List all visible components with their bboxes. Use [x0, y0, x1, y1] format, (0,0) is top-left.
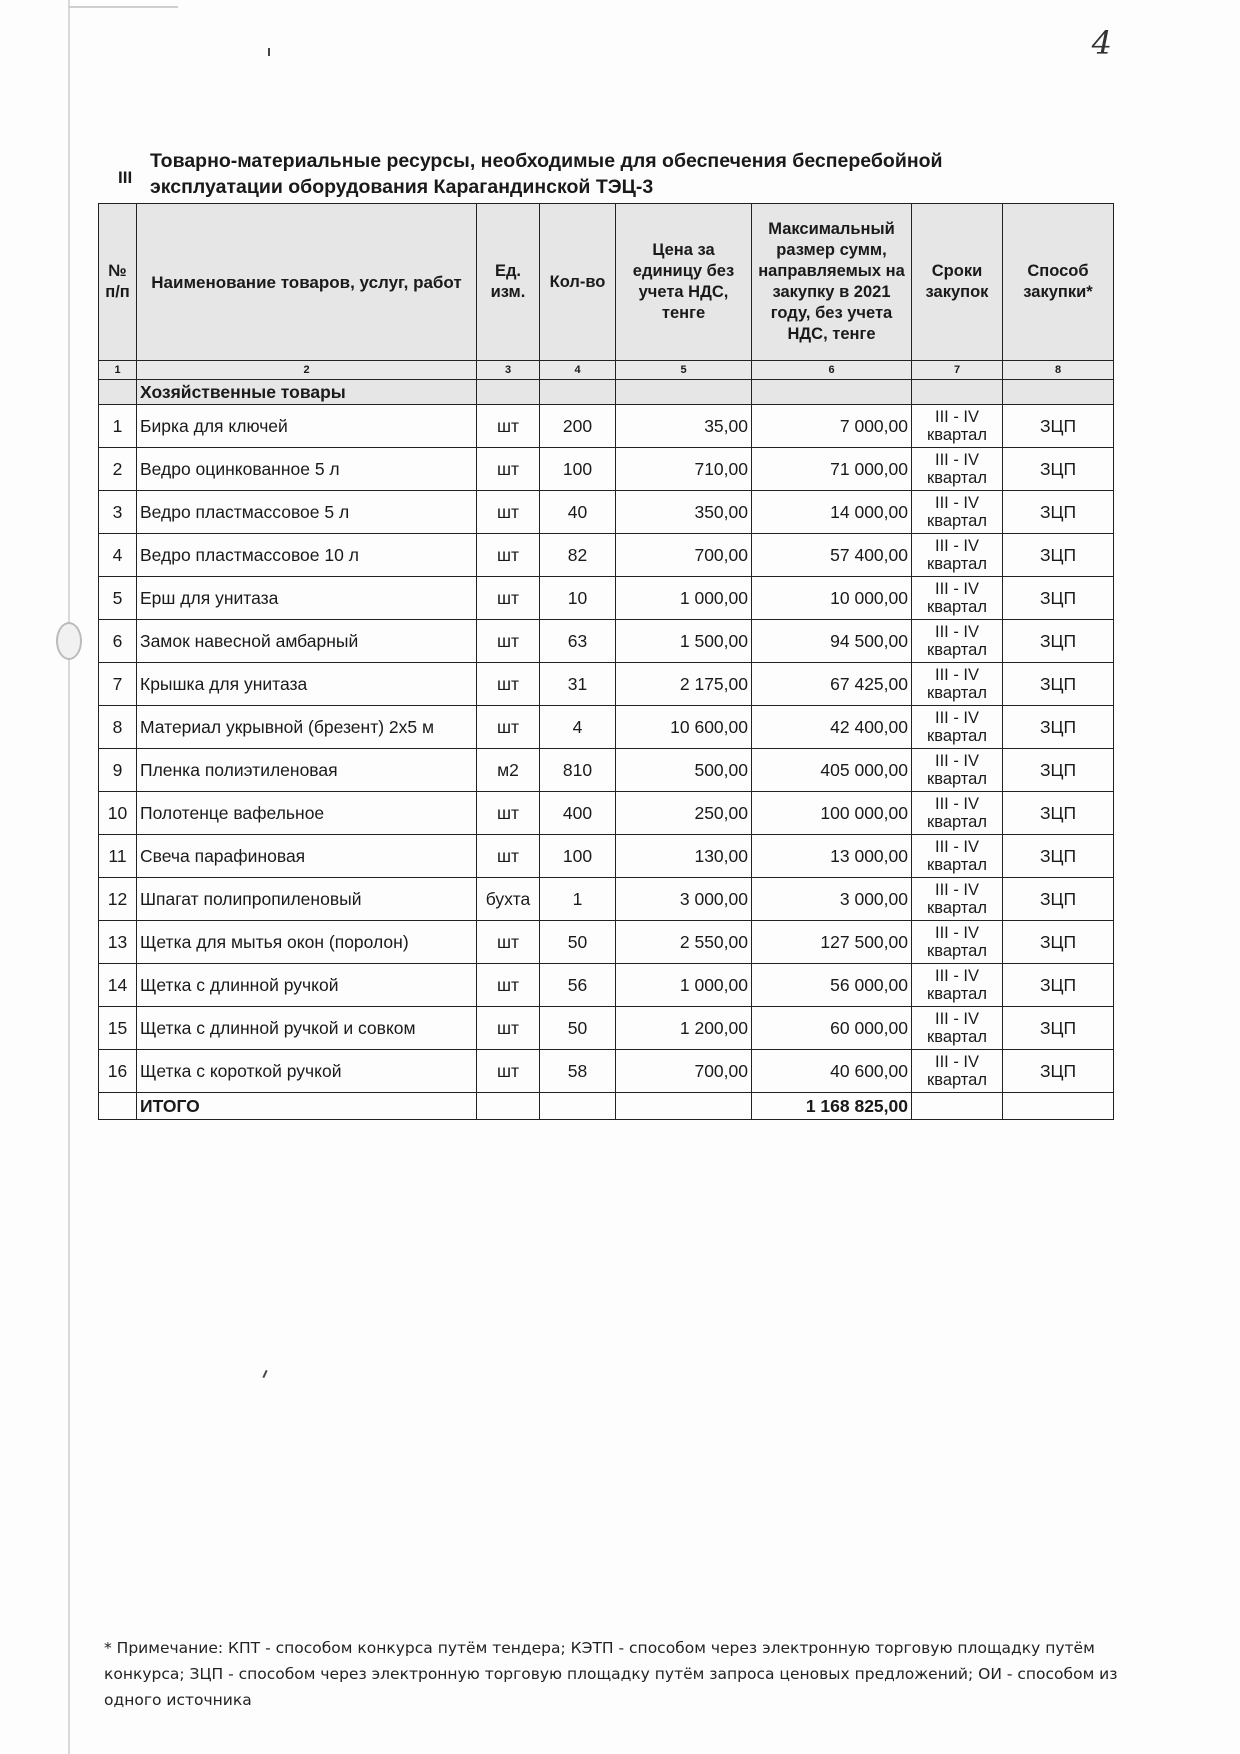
item-max-sum: 405 000,00 [752, 749, 912, 792]
item-unit-price: 350,00 [616, 491, 752, 534]
item-unit-price: 1 500,00 [616, 620, 752, 663]
column-number: 5 [616, 361, 752, 380]
term-unit: квартал [927, 1071, 987, 1089]
table-row [99, 534, 1114, 577]
term-unit: квартал [927, 727, 987, 745]
item-unit-price: 250,00 [616, 792, 752, 835]
table-row [99, 405, 1114, 448]
row-number: 10 [99, 792, 137, 835]
term-unit: квартал [927, 770, 987, 788]
item-max-sum: 40 600,00 [752, 1050, 912, 1093]
header-max-sum: Максимальный размер сумм, направляемых на закупку в 2021 году, без учета НДС, тенге [752, 204, 912, 361]
total-row [99, 1093, 1114, 1120]
item-unit: шт [477, 1050, 540, 1093]
table-row [99, 706, 1114, 749]
term-unit: квартал [927, 555, 987, 573]
item-purchase-term [912, 706, 1003, 749]
group-empty-cell [912, 380, 1003, 405]
item-max-sum: 7 000,00 [752, 405, 912, 448]
total-empty-cell [99, 1093, 137, 1120]
term-quarters: III - IV [934, 709, 979, 727]
row-number: 3 [99, 491, 137, 534]
total-empty-cell [540, 1093, 616, 1120]
table-row [99, 964, 1114, 1007]
table-row [99, 491, 1114, 534]
total-empty-cell [477, 1093, 540, 1120]
term-quarters: III - IV [934, 537, 979, 555]
item-quantity: 31 [540, 663, 616, 706]
column-number: 8 [1003, 361, 1114, 380]
scan-speck [268, 48, 270, 56]
term-quarters: III - IV [934, 752, 979, 770]
scan-edge-top-line [68, 6, 178, 8]
item-purchase-method: ЗЦП [1003, 921, 1114, 964]
header-name: Наименование товаров, услуг, работ [137, 204, 477, 361]
item-purchase-method: ЗЦП [1003, 878, 1114, 921]
item-name: Пленка полиэтиленовая [137, 749, 477, 792]
item-unit-price: 2 175,00 [616, 663, 752, 706]
table-row [99, 620, 1114, 663]
row-number: 8 [99, 706, 137, 749]
item-purchase-method: ЗЦП [1003, 1007, 1114, 1050]
header-terms: Сроки закупок [912, 204, 1003, 361]
term-unit: квартал [927, 942, 987, 960]
item-unit-price: 35,00 [616, 405, 752, 448]
item-max-sum: 71 000,00 [752, 448, 912, 491]
table-row [99, 1050, 1114, 1093]
row-number: 14 [99, 964, 137, 1007]
term-quarters: III - IV [934, 408, 979, 426]
item-quantity: 10 [540, 577, 616, 620]
item-purchase-term [912, 964, 1003, 1007]
item-name: Щетка с короткой ручкой [137, 1050, 477, 1093]
term-quarters: III - IV [934, 838, 979, 856]
term-quarters: III - IV [934, 494, 979, 512]
header-num: № п/п [99, 204, 137, 361]
column-number: 3 [477, 361, 540, 380]
item-unit: шт [477, 534, 540, 577]
item-max-sum: 14 000,00 [752, 491, 912, 534]
item-purchase-method: ЗЦП [1003, 964, 1114, 1007]
term-unit: квартал [927, 641, 987, 659]
row-number: 1 [99, 405, 137, 448]
total-empty-cell [912, 1093, 1003, 1120]
section-title: Товарно-материальные ресурсы, необходимые для обеспечения бесперебойной эксплуатации оборудования Карагандинской ТЭЦ-3 [150, 150, 943, 198]
item-quantity: 58 [540, 1050, 616, 1093]
item-purchase-method: ЗЦП [1003, 620, 1114, 663]
item-unit-price: 1 200,00 [616, 1007, 752, 1050]
item-purchase-term [912, 448, 1003, 491]
column-number: 7 [912, 361, 1003, 380]
term-unit: квартал [927, 598, 987, 616]
term-quarters: III - IV [934, 881, 979, 899]
item-name: Бирка для ключей [137, 405, 477, 448]
term-quarters: III - IV [934, 1053, 979, 1071]
item-name: Ерш для унитаза [137, 577, 477, 620]
item-unit-price: 500,00 [616, 749, 752, 792]
item-purchase-term [912, 534, 1003, 577]
row-number: 13 [99, 921, 137, 964]
item-purchase-term [912, 620, 1003, 663]
punch-hole-mark [56, 622, 82, 660]
item-unit: шт [477, 921, 540, 964]
scan-edge-line [68, 0, 70, 1754]
item-max-sum: 57 400,00 [752, 534, 912, 577]
item-unit-price: 700,00 [616, 1050, 752, 1093]
term-unit: квартал [927, 469, 987, 487]
item-purchase-method: ЗЦП [1003, 491, 1114, 534]
item-max-sum: 94 500,00 [752, 620, 912, 663]
item-unit: шт [477, 620, 540, 663]
item-purchase-term [912, 792, 1003, 835]
item-unit-price: 10 600,00 [616, 706, 752, 749]
row-number: 4 [99, 534, 137, 577]
header-unit: Ед. изм. [477, 204, 540, 361]
item-unit: шт [477, 405, 540, 448]
group-empty-cell [540, 380, 616, 405]
item-purchase-method: ЗЦП [1003, 792, 1114, 835]
item-name: Щетка с длинной ручкой [137, 964, 477, 1007]
item-quantity: 100 [540, 448, 616, 491]
item-max-sum: 67 425,00 [752, 663, 912, 706]
item-unit: шт [477, 448, 540, 491]
item-name: Шпагат полипропиленовый [137, 878, 477, 921]
item-unit: шт [477, 491, 540, 534]
row-number: 5 [99, 577, 137, 620]
item-unit-price: 2 550,00 [616, 921, 752, 964]
term-unit: квартал [927, 512, 987, 530]
item-purchase-term [912, 878, 1003, 921]
table-row [99, 749, 1114, 792]
handwritten-page-number: 4 [1091, 24, 1112, 62]
section-number: III [118, 168, 133, 187]
header-price: Цена за единицу без учета НДС, тенге [616, 204, 752, 361]
group-empty-cell [752, 380, 912, 405]
item-unit-price: 1 000,00 [616, 577, 752, 620]
table-row [99, 878, 1114, 921]
total-empty-cell [1003, 1093, 1114, 1120]
item-quantity: 200 [540, 405, 616, 448]
row-number: 16 [99, 1050, 137, 1093]
item-unit: шт [477, 577, 540, 620]
item-name: Материал укрывной (брезент) 2х5 м [137, 706, 477, 749]
group-empty-cell [99, 380, 137, 405]
table-row [99, 921, 1114, 964]
row-number: 11 [99, 835, 137, 878]
item-name: Крышка для унитаза [137, 663, 477, 706]
group-row [99, 380, 1114, 405]
item-purchase-term [912, 1007, 1003, 1050]
row-number: 7 [99, 663, 137, 706]
item-purchase-term [912, 749, 1003, 792]
row-number: 9 [99, 749, 137, 792]
item-unit: шт [477, 964, 540, 1007]
item-purchase-term [912, 577, 1003, 620]
item-unit: шт [477, 1007, 540, 1050]
header-row [99, 204, 1114, 361]
row-number: 15 [99, 1007, 137, 1050]
item-name: Свеча парафиновая [137, 835, 477, 878]
group-empty-cell [1003, 380, 1114, 405]
item-max-sum: 10 000,00 [752, 577, 912, 620]
item-purchase-term [912, 663, 1003, 706]
column-number: 6 [752, 361, 912, 380]
table-row [99, 663, 1114, 706]
term-quarters: III - IV [934, 924, 979, 942]
item-purchase-method: ЗЦП [1003, 835, 1114, 878]
item-unit: шт [477, 663, 540, 706]
item-unit: шт [477, 706, 540, 749]
item-quantity: 63 [540, 620, 616, 663]
column-number: 4 [540, 361, 616, 380]
term-unit: квартал [927, 899, 987, 917]
term-unit: квартал [927, 813, 987, 831]
item-quantity: 400 [540, 792, 616, 835]
group-label: Хозяйственные товары [137, 380, 477, 405]
footnote: * Примечание: КПТ - способом конкурса путём тендера; КЭТП - способом через электронную торговую площадку путём конкурса; ЗЦП - способом через электронную торговую площадку путём запроса ценовых предложений; ОИ - способом из одного источника [104, 1639, 1118, 1709]
term-quarters: III - IV [934, 623, 979, 641]
item-purchase-method: ЗЦП [1003, 749, 1114, 792]
item-unit-price: 700,00 [616, 534, 752, 577]
item-name: Щетка для мытья окон (поролон) [137, 921, 477, 964]
item-max-sum: 127 500,00 [752, 921, 912, 964]
item-quantity: 1 [540, 878, 616, 921]
total-sum: 1 168 825,00 [752, 1093, 912, 1120]
item-purchase-method: ЗЦП [1003, 706, 1114, 749]
item-name: Ведро пластмассовое 5 л [137, 491, 477, 534]
item-purchase-method: ЗЦП [1003, 1050, 1114, 1093]
item-unit: бухта [477, 878, 540, 921]
item-purchase-term [912, 491, 1003, 534]
item-purchase-term [912, 1050, 1003, 1093]
table-row [99, 835, 1114, 878]
item-max-sum: 60 000,00 [752, 1007, 912, 1050]
item-purchase-method: ЗЦП [1003, 663, 1114, 706]
column-number: 1 [99, 361, 137, 380]
item-purchase-term [912, 921, 1003, 964]
item-name: Щетка с длинной ручкой и совком [137, 1007, 477, 1050]
item-max-sum: 3 000,00 [752, 878, 912, 921]
column-numbers-row [99, 361, 1114, 380]
item-quantity: 810 [540, 749, 616, 792]
item-purchase-method: ЗЦП [1003, 405, 1114, 448]
group-empty-cell [616, 380, 752, 405]
column-number: 2 [137, 361, 477, 380]
item-name: Замок навесной амбарный [137, 620, 477, 663]
item-purchase-term [912, 835, 1003, 878]
item-unit-price: 3 000,00 [616, 878, 752, 921]
item-unit-price: 710,00 [616, 448, 752, 491]
item-quantity: 82 [540, 534, 616, 577]
term-unit: квартал [927, 1028, 987, 1046]
item-name: Ведро пластмассовое 10 л [137, 534, 477, 577]
item-name: Полотенце вафельное [137, 792, 477, 835]
row-number: 2 [99, 448, 137, 491]
term-unit: квартал [927, 985, 987, 1003]
term-quarters: III - IV [934, 1010, 979, 1028]
item-max-sum: 13 000,00 [752, 835, 912, 878]
term-quarters: III - IV [934, 580, 979, 598]
term-unit: квартал [927, 684, 987, 702]
item-quantity: 40 [540, 491, 616, 534]
item-purchase-method: ЗЦП [1003, 448, 1114, 491]
item-max-sum: 100 000,00 [752, 792, 912, 835]
item-name: Ведро оцинкованное 5 л [137, 448, 477, 491]
item-quantity: 100 [540, 835, 616, 878]
table-row [99, 792, 1114, 835]
item-purchase-term [912, 405, 1003, 448]
item-unit-price: 130,00 [616, 835, 752, 878]
term-quarters: III - IV [934, 795, 979, 813]
item-quantity: 56 [540, 964, 616, 1007]
item-unit: шт [477, 835, 540, 878]
row-number: 12 [99, 878, 137, 921]
item-quantity: 50 [540, 1007, 616, 1050]
term-quarters: III - IV [934, 967, 979, 985]
item-purchase-method: ЗЦП [1003, 534, 1114, 577]
header-method: Способ закупки* [1003, 204, 1114, 361]
total-label: ИТОГО [137, 1093, 477, 1120]
term-unit: квартал [927, 426, 987, 444]
procurement-table [98, 203, 1114, 1120]
scan-speck [262, 1370, 267, 1378]
row-number: 6 [99, 620, 137, 663]
item-quantity: 50 [540, 921, 616, 964]
term-quarters: III - IV [934, 451, 979, 469]
group-empty-cell [477, 380, 540, 405]
header-qty: Кол-во [540, 204, 616, 361]
table-row [99, 577, 1114, 620]
term-unit: квартал [927, 856, 987, 874]
item-unit-price: 1 000,00 [616, 964, 752, 1007]
term-quarters: III - IV [934, 666, 979, 684]
total-empty-cell [616, 1093, 752, 1120]
item-max-sum: 42 400,00 [752, 706, 912, 749]
item-max-sum: 56 000,00 [752, 964, 912, 1007]
item-quantity: 4 [540, 706, 616, 749]
item-unit: м2 [477, 749, 540, 792]
item-unit: шт [477, 792, 540, 835]
table-row [99, 448, 1114, 491]
table-row [99, 1007, 1114, 1050]
item-purchase-method: ЗЦП [1003, 577, 1114, 620]
